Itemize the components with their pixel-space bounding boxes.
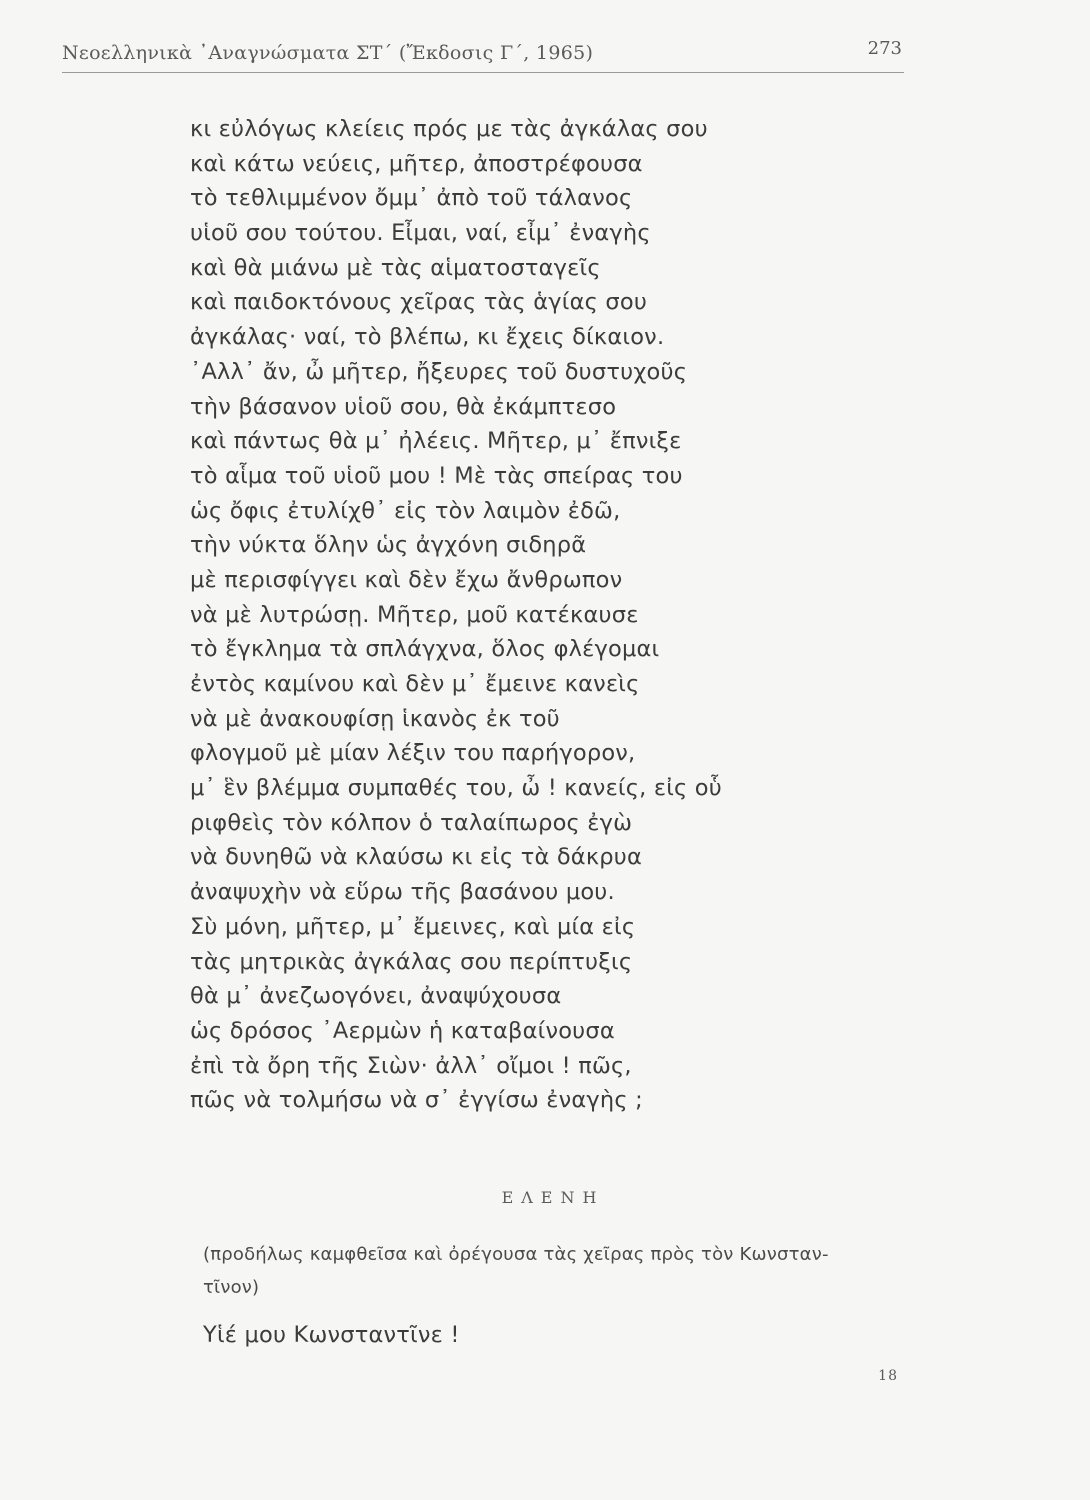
verse-line: καὶ κάτω νεύεις, μῆτερ, ἀποστρέφουσα xyxy=(190,150,643,177)
verse-line: νὰ μὲ ἀνακουφίσῃ ἱκανὸς ἐκ τοῦ xyxy=(190,705,560,732)
verse-line: Σὺ μόνη, μῆτερ, μ᾿ ἔμεινες, καὶ μία εἰς xyxy=(190,913,636,940)
verse-line: ἐπὶ τὰ ὄρη τῆς Σιὼν· ἀλλ᾿ οἴμοι ! πῶς, xyxy=(190,1052,632,1079)
verse-line: ριφθεὶς τὸν κόλπον ὁ ταλαίπωρος ἐγὼ xyxy=(190,809,633,836)
verse-line: καὶ πάντως θὰ μ᾿ ἠλέεις. Μῆτερ, μ᾿ ἔπνιξε xyxy=(190,428,682,455)
verse-line: ἀγκάλας· ναί, τὸ βλέπω, κι ἔχεις δίκαιον. xyxy=(190,324,665,351)
stage-direction-line: (προδήλως καμφθεῖσα καὶ ὀρέγουσα τὰς χεῖρας πρὸς τὸν Κωνσταν- xyxy=(203,1244,829,1265)
verse-line: ἀναψυχὴν νὰ εὕρω τῆς βασάνου μου. xyxy=(190,879,615,906)
stage-direction xyxy=(203,1238,963,1304)
stage-direction-line: τῖνον) xyxy=(203,1277,260,1298)
running-header-title: Νεοελληνικὰ ᾿Αναγνώσματα ΣΤ΄ (Ἔκδοσις Γ΄, 1965) xyxy=(62,42,594,64)
verse-line: καὶ παιδοκτόνους χεῖρας τὰς ἁγίας σου xyxy=(190,289,648,316)
verse-line: φλογμοῦ μὲ μίαν λέξιν του παρήγορον, xyxy=(190,740,636,767)
verse-line: ὡς ὄφις ἐτυλίχθ᾿ εἰς τὸν λαιμὸν ἐδῶ, xyxy=(190,497,621,524)
verse-line: ἐντὸς καμίνου καὶ δὲν μ᾿ ἔμεινε κανεὶς xyxy=(190,671,640,697)
signature-mark: 18 xyxy=(878,1368,898,1384)
verse-line: πῶς νὰ τολμήσω νὰ σ᾿ ἐγγίσω ἐναγὴς ; xyxy=(190,1087,643,1114)
verse-line: τὰς μητρικὰς ἀγκάλας σου περίπτυξις xyxy=(190,948,633,975)
verse-line: τὸ ἔγκλημα τὰ σπλάγχνα, ὅλος φλέγομαι xyxy=(190,636,660,663)
verse-line: τὴν βάσανον υἱοῦ σου, θὰ ἐκάμπτεσο xyxy=(190,393,617,420)
verse-line: ᾿Αλλ᾿ ἄν, ὦ μῆτερ, ἤξευρες τοῦ δυστυχοῦς xyxy=(190,358,688,385)
verse-line: τὸ αἷμα τοῦ υἱοῦ μου ! Μὲ τὰς σπείρας του xyxy=(190,462,683,489)
verse-line: μὲ περισφίγγει καὶ δὲν ἔχω ἄνθρωπον xyxy=(190,566,623,593)
verse-line: κι εὐλόγως κλείεις πρός με τὰς ἀγκάλας σου xyxy=(190,116,708,142)
header-rule xyxy=(62,72,904,73)
verse-line: ὡς δρόσος ᾿Αερμὼν ἡ καταβαίνουσα xyxy=(190,1017,615,1044)
page-number: 273 xyxy=(867,38,902,59)
verse-line: καὶ θὰ μιάνω μὲ τὰς αἱματοσταγεῖς xyxy=(190,254,601,281)
final-verse-line: Υἱέ μου Κωνσταντῖνε ! xyxy=(203,1322,460,1348)
verse-line: τὸ τεθλιμμένον ὄμμ᾿ ἀπὸ τοῦ τάλανος xyxy=(190,185,633,212)
verse-line: τὴν νύκτα ὅλην ὡς ἀγχόνη σιδηρᾶ xyxy=(190,532,587,559)
verse-line: νὰ μὲ λυτρώσῃ. Μῆτερ, μοῦ κατέκαυσε xyxy=(190,601,639,628)
verse-line: υἱοῦ σου τούτου. Εἶμαι, ναί, εἶμ᾿ ἐναγὴς xyxy=(190,220,651,247)
verse-line: θὰ μ᾿ ἀνεζωογόνει, ἀναψύχουσα xyxy=(190,983,562,1010)
verse-line: μ᾿ ἓν βλέμμα συμπαθές του, ὦ ! κανείς, εἰς οὗ xyxy=(190,775,722,802)
speaker-name: ΕΛΕΝΗ xyxy=(501,1188,605,1207)
verse-line: νὰ δυνηθῶ νὰ κλαύσω κι εἰς τὰ δάκρυα xyxy=(190,844,643,871)
verse-block xyxy=(190,112,830,1118)
